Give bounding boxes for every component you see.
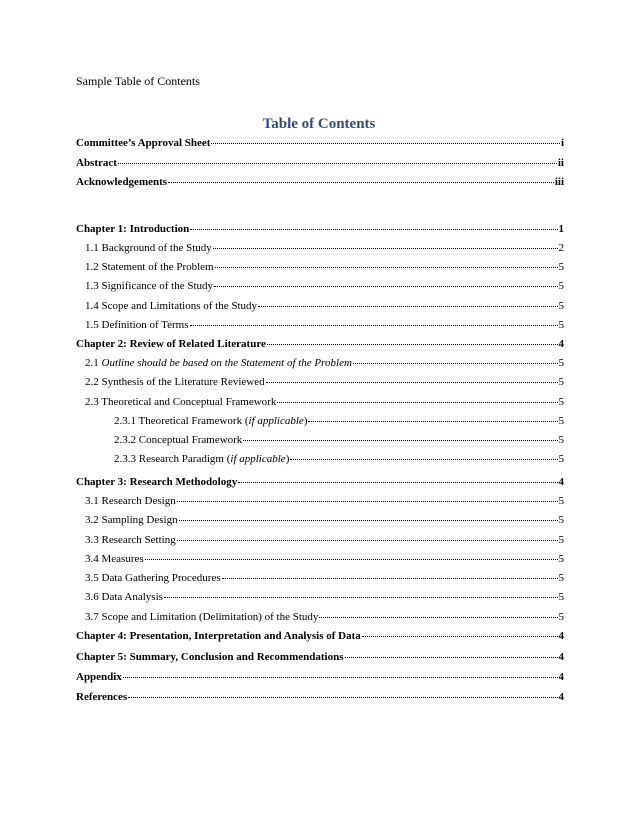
- toc-entry-label: Chapter 3: Research Methodology: [76, 476, 238, 488]
- table-of-contents: [76, 0, 564, 826]
- toc-entry-3-6[interactable]: [76, 589, 564, 605]
- toc-entry-label: 3.5 Data Gathering Procedures: [85, 572, 221, 584]
- dot-leader: [345, 656, 558, 658]
- toc-entry-label: 1.5 Definition of Terms: [85, 319, 189, 331]
- toc-entry-3-7[interactable]: [76, 609, 564, 625]
- toc-entry-2-3[interactable]: [76, 394, 564, 410]
- toc-entry-italic-note: if applicable: [248, 415, 304, 427]
- toc-entry-label: 3.1 Research Design: [85, 495, 176, 507]
- toc-entry-page: 5: [558, 300, 564, 312]
- toc-entry-page: 4: [558, 691, 564, 703]
- toc-entry-label: 3.6 Data Analysis: [85, 591, 163, 603]
- toc-entry-page: 4: [558, 630, 564, 642]
- dot-leader: [266, 381, 558, 383]
- toc-entry-approval-sheet[interactable]: [76, 135, 564, 151]
- toc-entry-label: 3.7 Scope and Limitation (Delimitation) of the Study: [85, 611, 319, 623]
- toc-entry-1-1[interactable]: [76, 240, 564, 256]
- toc-entry-3-4[interactable]: [76, 551, 564, 567]
- toc-entry-text-end: ): [303, 415, 308, 427]
- toc-entry-1-4[interactable]: [76, 298, 564, 314]
- dot-leader: [190, 324, 558, 326]
- toc-entry-label: 3.2 Sampling Design: [85, 514, 178, 526]
- toc-entry-page: 5: [558, 572, 564, 584]
- toc-entry-page: 5: [558, 261, 564, 273]
- dot-leader: [211, 142, 560, 144]
- toc-entry-label: Chapter 5: Summary, Conclusion and Recommendations: [76, 651, 344, 663]
- dot-leader: [168, 181, 554, 183]
- toc-entry-page: 5: [558, 553, 564, 565]
- toc-entry-2-2[interactable]: [76, 374, 564, 390]
- toc-entry-page: 5: [558, 415, 564, 427]
- toc-entry-2-1[interactable]: [76, 355, 564, 371]
- dot-leader: [123, 676, 558, 678]
- toc-entry-label: 2.3 Theoretical and Conceptual Framework: [85, 396, 277, 408]
- toc-entry-page: 5: [558, 453, 564, 465]
- toc-entry-italic-text: Outline should be based on the Statement of the Problem: [101, 357, 352, 369]
- toc-entry-2-3-2[interactable]: [76, 432, 564, 448]
- toc-entry-page: 5: [558, 280, 564, 292]
- dot-leader: [164, 596, 558, 598]
- toc-entry-label: Chapter 1: Introduction: [76, 223, 190, 235]
- toc-entry-1-3[interactable]: [76, 278, 564, 294]
- toc-entry-page: 2: [558, 242, 564, 254]
- dot-leader: [177, 539, 558, 541]
- dot-leader: [214, 285, 557, 287]
- toc-entry-text-end: ): [285, 453, 290, 465]
- toc-entry-label: 2.3.2 Conceptual Framework: [114, 434, 243, 446]
- toc-entry-label: 3.3 Research Setting: [85, 534, 176, 546]
- toc-entry-label: 2.2 Synthesis of the Literature Reviewed: [85, 376, 265, 388]
- dot-leader: [267, 343, 558, 345]
- toc-entry-text: 2.3.1 Theoretical Framework (: [114, 415, 249, 427]
- toc-entry-label: Chapter 4: Presentation, Interpretation and Analysis of Data: [76, 630, 361, 642]
- toc-entry-text: 2.3.3 Research Paradigm (: [114, 453, 231, 465]
- toc-entry-number: 2.1: [85, 357, 102, 369]
- dot-leader: [238, 481, 557, 483]
- toc-entry-3-5[interactable]: [76, 570, 564, 586]
- dot-leader: [319, 616, 557, 618]
- toc-entry-label: Committee’s Approval Sheet: [76, 137, 211, 149]
- toc-entry-3-3[interactable]: [76, 532, 564, 548]
- toc-entry-page: ii: [557, 157, 564, 169]
- toc-entry-page: 4: [558, 651, 564, 663]
- dot-leader: [308, 420, 557, 422]
- toc-entry-page: 5: [558, 319, 564, 331]
- toc-entry-abstract[interactable]: [76, 155, 564, 171]
- toc-entry-page: 5: [558, 534, 564, 546]
- toc-entry-label: Abstract: [76, 157, 117, 169]
- dot-leader: [353, 362, 558, 364]
- toc-entry-italic-note: if applicable: [230, 453, 286, 465]
- page-heading: Sample Table of Contents: [76, 74, 200, 88]
- toc-entry-page: 5: [558, 434, 564, 446]
- toc-entry-label: 3.4 Measures: [85, 553, 144, 565]
- toc-entry-chapter-5[interactable]: [76, 649, 564, 665]
- toc-title: Table of Contents: [262, 116, 376, 132]
- toc-entry-label: References: [76, 691, 128, 703]
- toc-entry-label: 1.4 Scope and Limitations of the Study: [85, 300, 258, 312]
- toc-entry-label: 1.2 Statement of the Problem: [85, 261, 214, 273]
- toc-entry-label: [85, 355, 352, 371]
- dot-leader: [290, 458, 557, 460]
- toc-entry-2-3-3[interactable]: [76, 451, 564, 467]
- toc-entry-page: 1: [558, 223, 564, 235]
- dot-leader: [145, 558, 558, 560]
- toc-entry-page: 5: [558, 357, 564, 369]
- toc-entry-1-5[interactable]: [76, 317, 564, 333]
- toc-entry-acknowledgements[interactable]: [76, 174, 564, 190]
- toc-entry-3-1[interactable]: [76, 493, 564, 509]
- toc-entry-page: 5: [558, 611, 564, 623]
- toc-entry-chapter-2[interactable]: [76, 336, 564, 352]
- toc-entry-page: 4: [558, 338, 564, 350]
- toc-entry-page: iii: [554, 176, 564, 188]
- toc-entry-appendix[interactable]: [76, 669, 564, 685]
- toc-entry-page: 5: [558, 591, 564, 603]
- dot-leader: [258, 305, 557, 307]
- toc-entry-label: Appendix: [76, 671, 122, 683]
- toc-entry-page: 5: [558, 514, 564, 526]
- toc-entry-page: i: [560, 137, 564, 149]
- dot-leader: [213, 247, 558, 249]
- dot-leader: [118, 162, 557, 164]
- toc-entry-label: Chapter 2: Review of Related Literature: [76, 338, 266, 350]
- toc-entry-page: 5: [558, 396, 564, 408]
- dot-leader: [277, 401, 557, 403]
- dot-leader: [222, 577, 558, 579]
- toc-entry-label: 1.3 Significance of the Study: [85, 280, 214, 292]
- dot-leader: [177, 500, 558, 502]
- dot-leader: [243, 439, 557, 441]
- dot-leader: [190, 228, 557, 230]
- toc-entry-label: Acknowledgements: [76, 176, 168, 188]
- toc-entry-1-2[interactable]: [76, 259, 564, 275]
- toc-entry-label: [114, 413, 307, 429]
- toc-entry-chapter-1[interactable]: [76, 221, 564, 237]
- toc-entry-chapter-3[interactable]: [76, 474, 564, 490]
- toc-entry-page: 5: [558, 376, 564, 388]
- toc-entry-page: 5: [558, 495, 564, 507]
- toc-entry-page: 4: [558, 671, 564, 683]
- toc-entry-references[interactable]: [76, 689, 564, 705]
- toc-entry-label: [114, 451, 289, 467]
- toc-entry-page: 4: [558, 476, 564, 488]
- dot-leader: [362, 635, 558, 637]
- dot-leader: [128, 696, 557, 698]
- toc-entry-2-3-1[interactable]: [76, 413, 564, 429]
- dot-leader: [179, 519, 558, 521]
- toc-entry-label: 1.1 Background of the Study: [85, 242, 212, 254]
- dot-leader: [215, 266, 558, 268]
- toc-entry-chapter-4[interactable]: [76, 628, 564, 644]
- toc-entry-3-2[interactable]: [76, 512, 564, 528]
